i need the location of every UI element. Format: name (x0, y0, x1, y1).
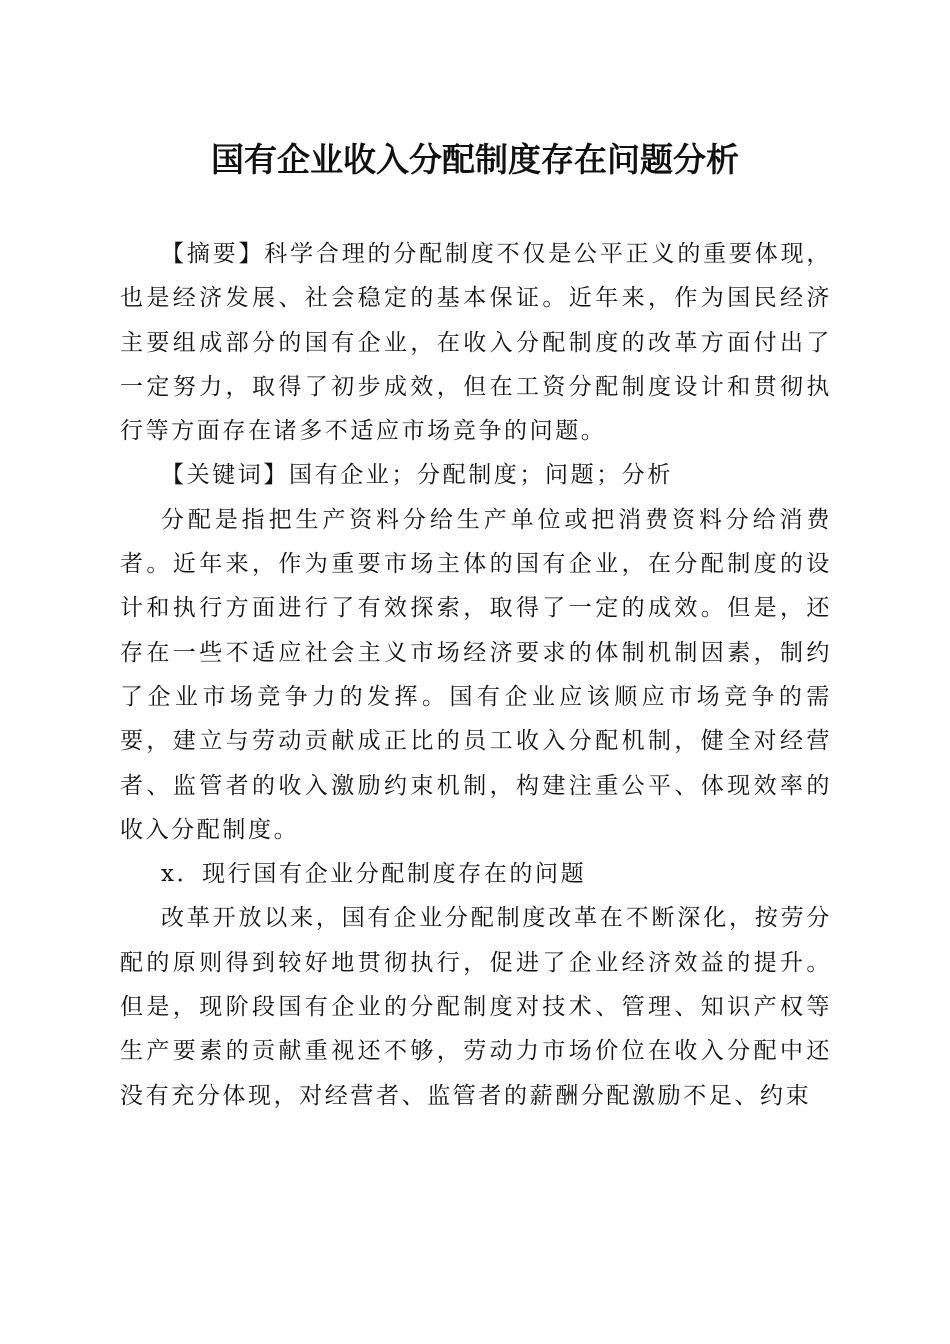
abstract-label: 【摘要】 (161, 241, 265, 267)
document-title: 国有企业收入分配制度存在问题分析 (211, 140, 739, 179)
keywords-text: 国有企业；分配制度；问题；分析 (289, 462, 673, 489)
body-paragraph-2: 改革开放以来，国有企业分配制度改革在不断深化，按劳分配的原则得到较好地贯彻执行，促进了企业经济效益的提升。但是，现阶段国有企业的分配制度对技术、管理、知识产权等生产要素的贡献重视还不够，劳动力市场价位在收入分配中还没有充分体现，对经营者、监管者的薪酬分配激励不足、约束 (120, 905, 832, 1109)
keywords-paragraph (120, 453, 832, 497)
document-body (120, 232, 832, 1118)
abstract-text: 科学合理的分配制度不仅是公平正义的重要体现，也是经济发展、社会稳定的基本保证。近年来，作为国民经济主要组成部分的国有企业，在收入分配制度的改革方面付出了一定努力，取得了初步成效，但在工资分配制度设计和贯彻执行等方面存在诸多不适应市场竞争的问题。 (120, 241, 832, 445)
section-heading: x．现行国有企业分配制度存在的问题 (161, 861, 587, 888)
keywords-label: 【关键词】 (161, 462, 289, 489)
abstract-paragraph (120, 232, 832, 453)
body-paragraph-1: 分配是指把生产资料分给生产单位或把消费资料分给消费者。近年来，作为重要市场主体的国有企业，在分配制度的设计和执行方面进行了有效探索，取得了一定的成效。但是，还存在一些不适应社会主义市场经济要求的体制机制因素，制约了企业市场竞争力的发挥。国有企业应该顺应市场竞争的需要，建立与劳动贡献成正比的员工收入分配机制，健全对经营者、监管者的收入激励约束机制，构建注重公平、体现效率的收入分配制度。 (120, 506, 832, 843)
